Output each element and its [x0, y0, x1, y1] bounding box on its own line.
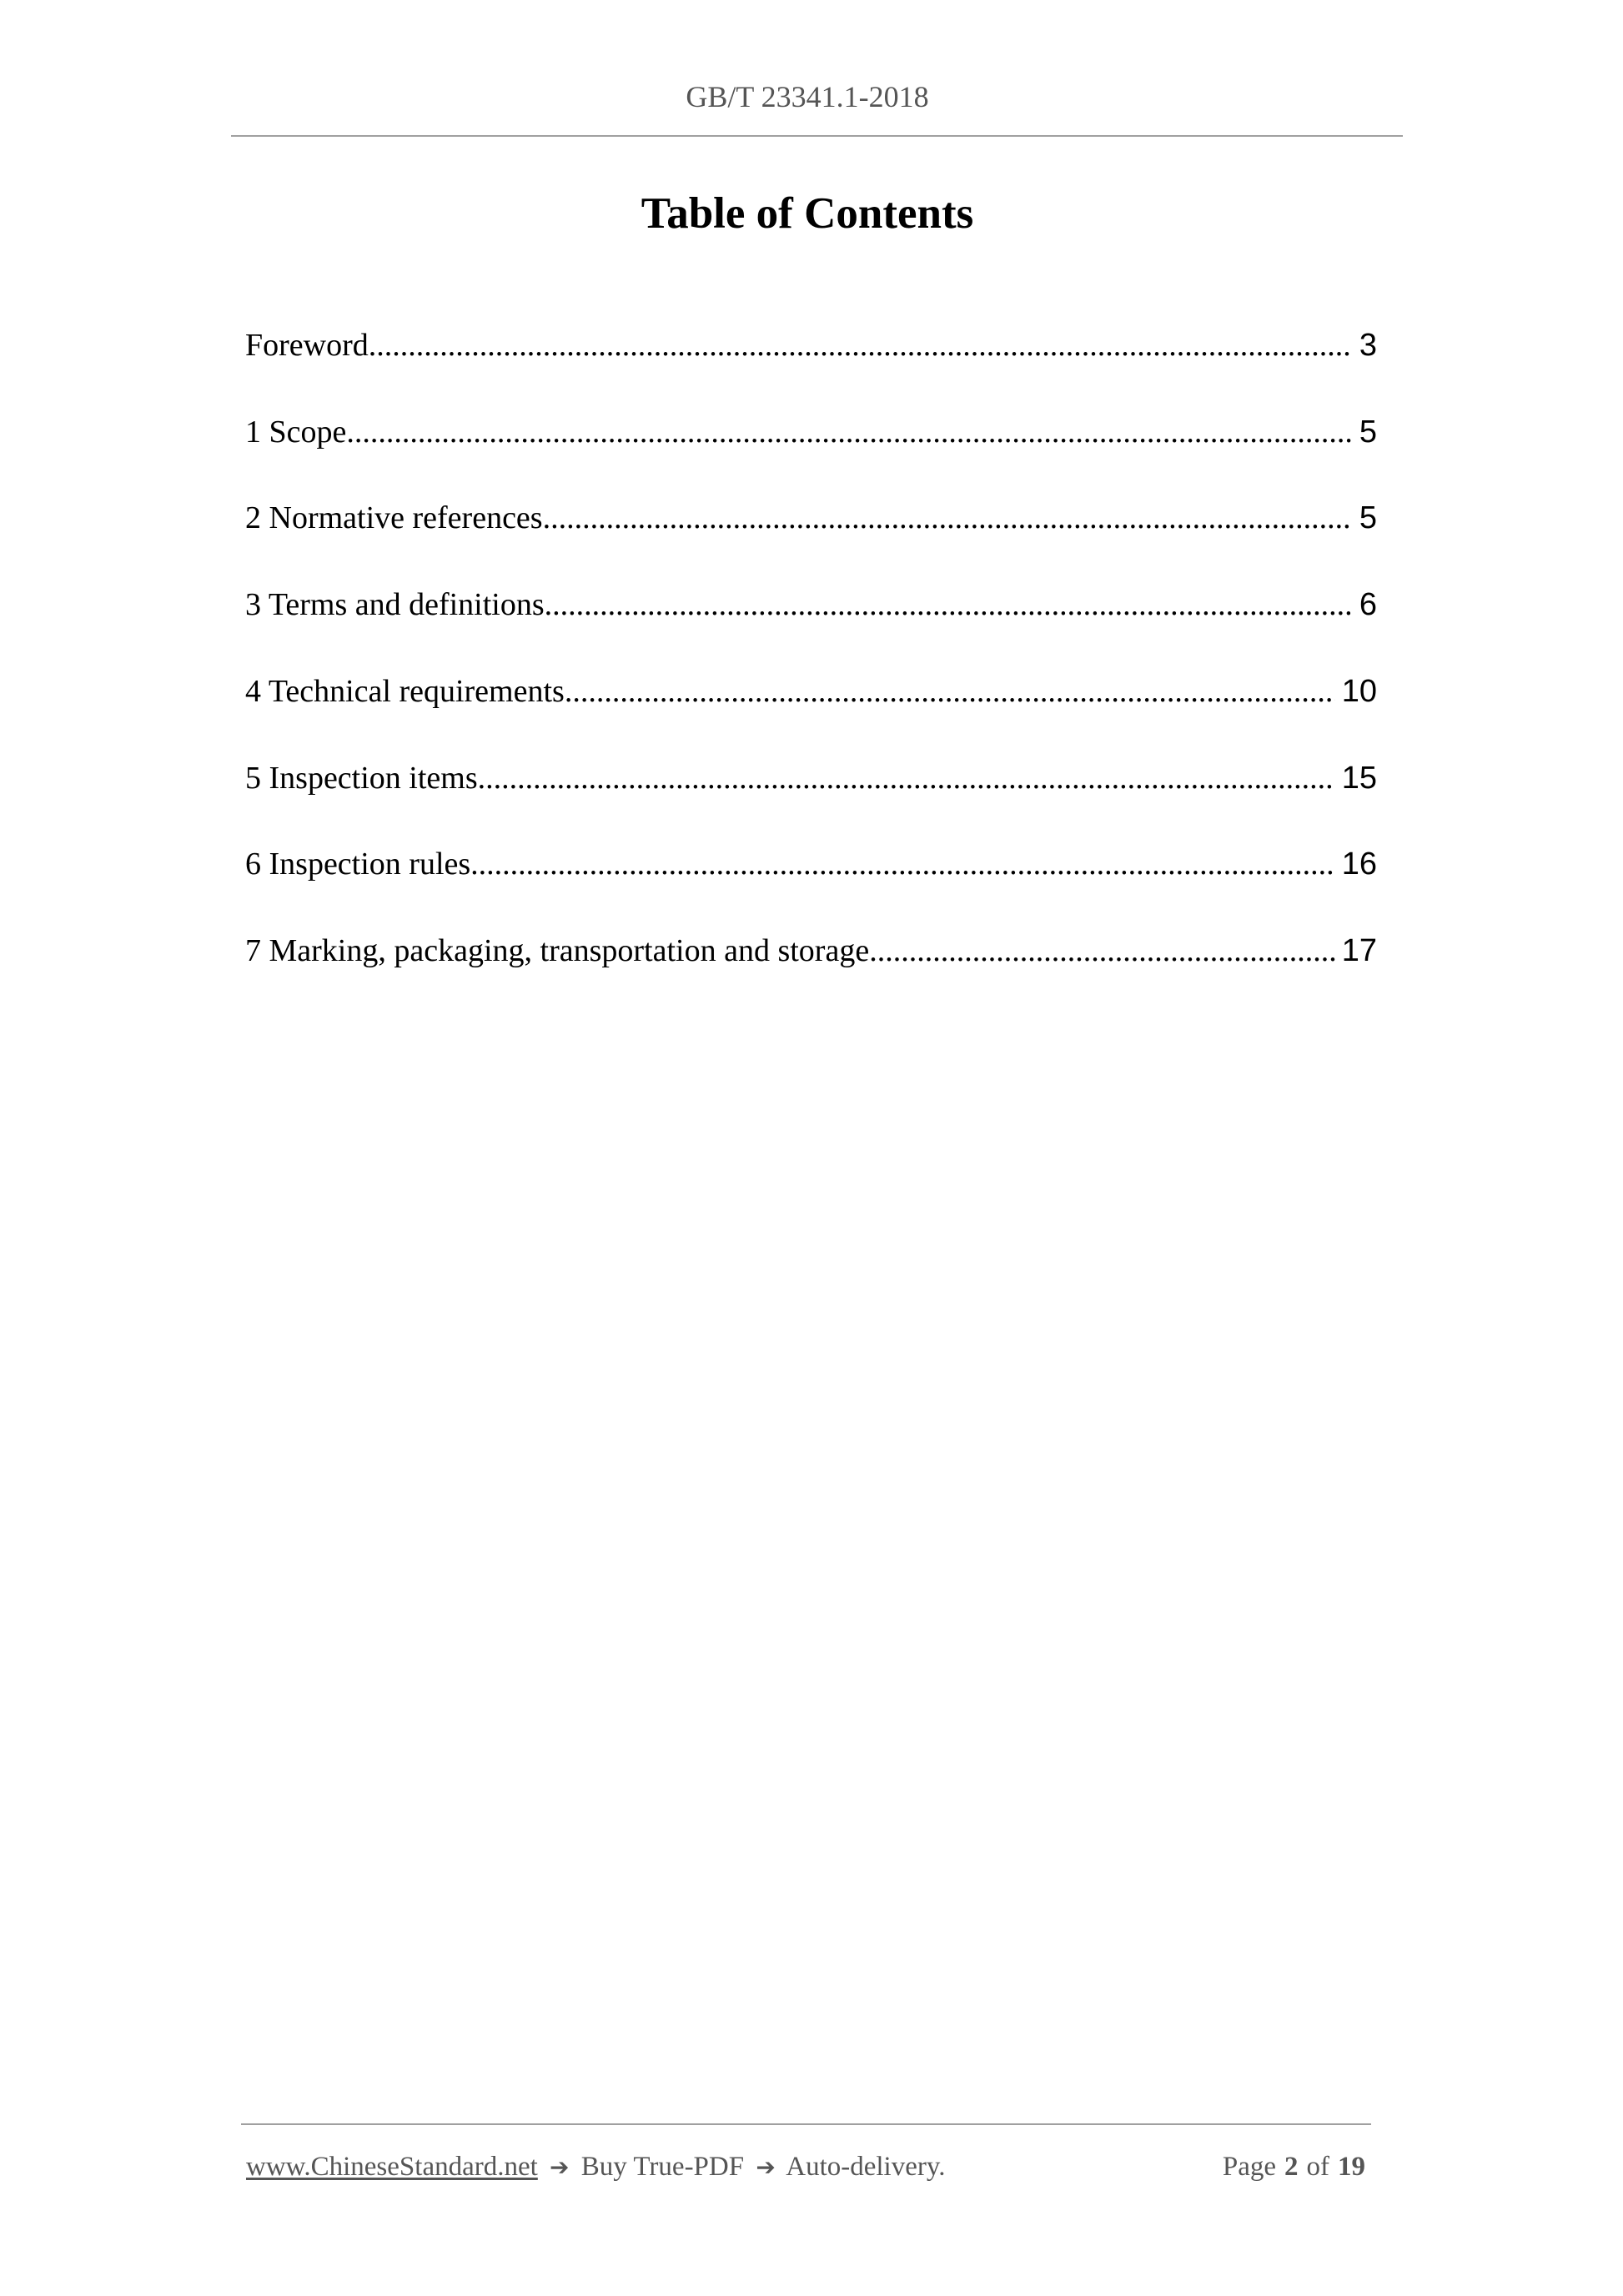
toc-entry-label: 3 Terms and definitions — [245, 587, 545, 622]
toc-entry-label: 2 Normative references — [245, 500, 543, 535]
footer-step-buy: Buy True-PDF — [580, 2152, 745, 2182]
toc-entry-page: 3 — [1359, 328, 1377, 363]
toc-entry-page: 15 — [1341, 761, 1377, 796]
toc-entry-page: 17 — [1341, 933, 1377, 968]
dot-leader — [545, 584, 1353, 625]
toc-entry-label: Foreword — [245, 328, 369, 363]
toc-entry-marking-packaging[interactable] — [245, 930, 1377, 972]
footer-divider — [241, 2123, 1371, 2125]
page-footer — [246, 2150, 1372, 2183]
of-word: of — [1306, 2152, 1329, 2182]
toc-entry-terms-and-definitions[interactable] — [245, 584, 1377, 625]
page-word: Page — [1222, 2152, 1276, 2182]
toc-entry-label: 4 Technical requirements — [245, 674, 565, 709]
dot-leader — [565, 671, 1335, 712]
toc-entry-inspection-rules[interactable] — [245, 843, 1377, 885]
toc-entry-page: 5 — [1359, 414, 1377, 450]
footer-promo — [246, 2150, 945, 2184]
toc-entry-scope[interactable] — [245, 411, 1377, 453]
document-code-header: GB/T 23341.1-2018 — [686, 80, 929, 113]
header-divider — [231, 135, 1403, 137]
toc-entry-technical-requirements[interactable] — [245, 671, 1377, 712]
dot-leader — [869, 930, 1335, 972]
toc-entry-label: 7 Marking, packaging, transportation and storage — [245, 933, 870, 968]
total-pages-number: 19 — [1338, 2152, 1365, 2182]
page-indicator — [1223, 2150, 1365, 2183]
toc-entry-foreword[interactable] — [245, 324, 1377, 366]
site-link[interactable]: www.ChineseStandard.net — [246, 2152, 538, 2182]
toc-entry-label: 1 Scope — [245, 414, 347, 450]
arrow-right-icon: ➔ — [550, 2153, 570, 2181]
footer-step-delivery: Auto-delivery. — [786, 2152, 946, 2182]
page-title: Table of Contents — [641, 189, 974, 238]
toc-entry-label: 5 Inspection items — [245, 761, 478, 796]
toc-entry-page: 10 — [1341, 674, 1377, 709]
dot-leader — [369, 324, 1353, 366]
arrow-right-icon: ➔ — [756, 2153, 776, 2181]
toc-entry-inspection-items[interactable] — [245, 757, 1377, 799]
dot-leader — [470, 843, 1335, 885]
toc-entry-page: 16 — [1341, 847, 1377, 882]
toc-entry-page: 5 — [1359, 500, 1377, 535]
current-page-number: 2 — [1284, 2152, 1299, 2182]
dot-leader — [543, 497, 1353, 539]
dot-leader — [478, 757, 1335, 799]
toc-entry-page: 6 — [1359, 587, 1377, 622]
toc-entry-label: 6 Inspection rules — [245, 847, 471, 882]
toc-entry-normative-references[interactable] — [245, 497, 1377, 539]
dot-leader — [346, 411, 1352, 453]
